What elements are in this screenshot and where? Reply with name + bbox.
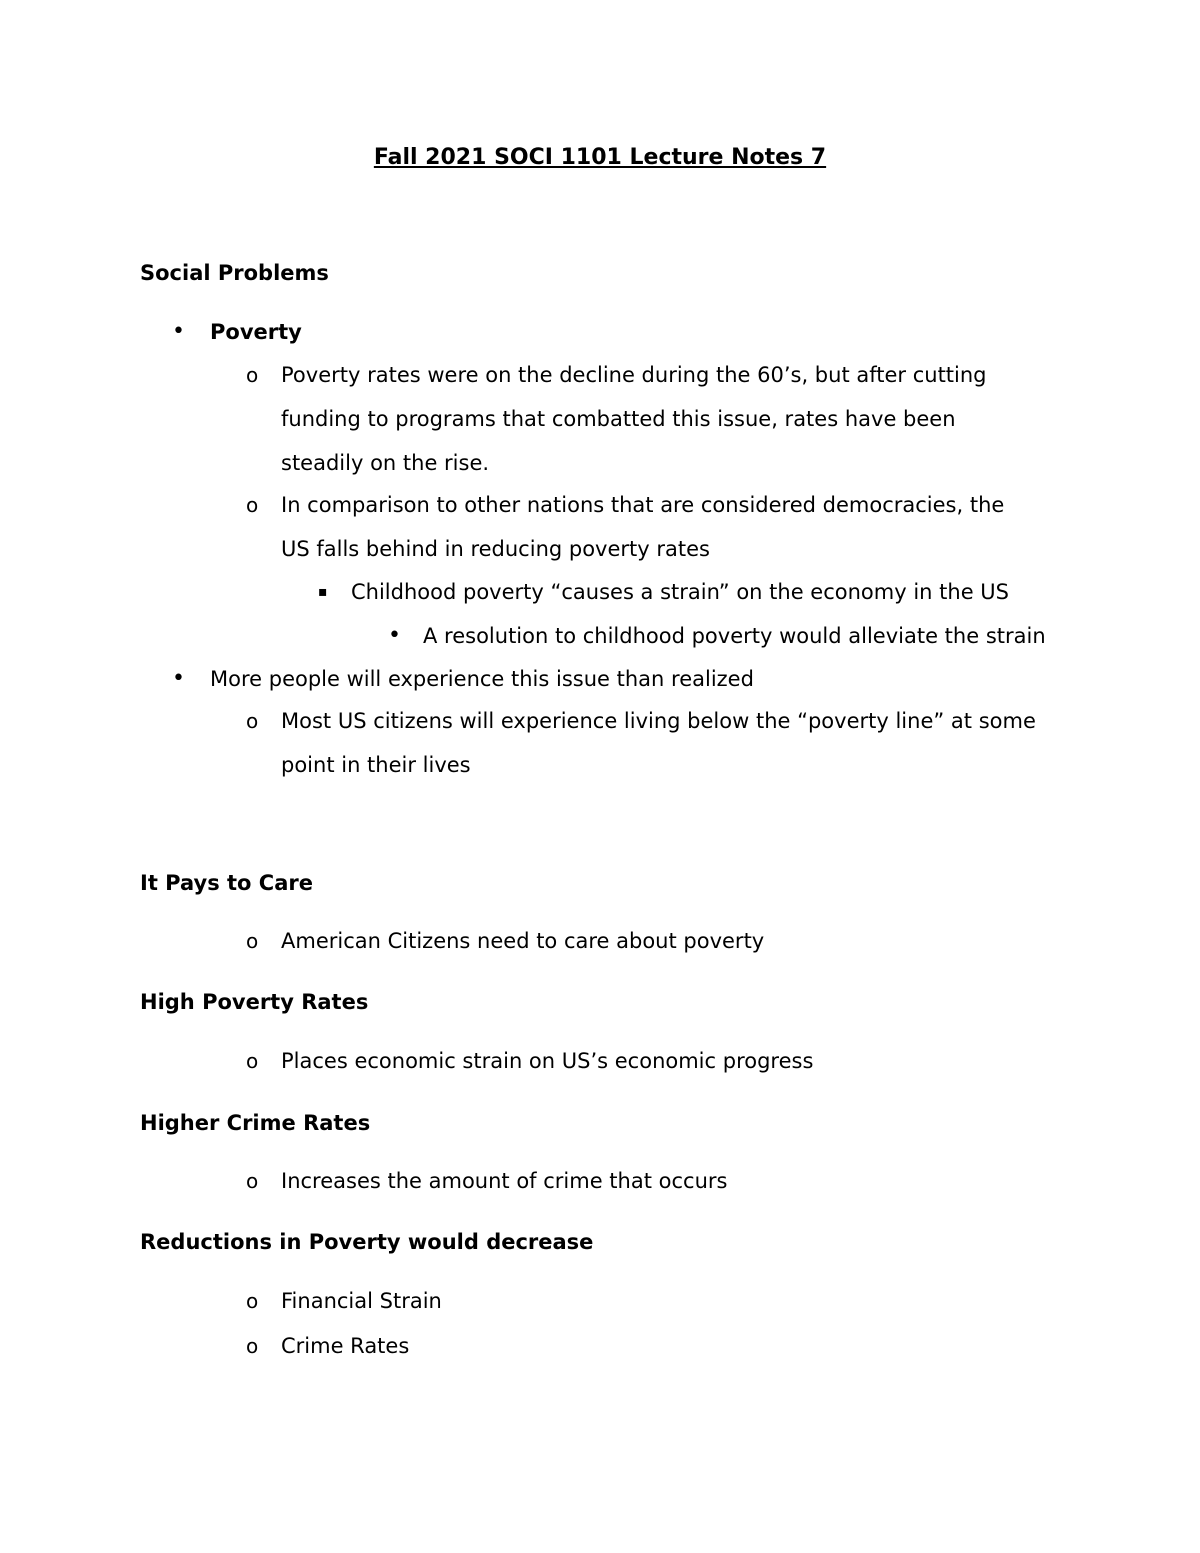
circle-bullet-icon: o	[246, 1049, 259, 1073]
page-title: Fall 2021 SOCI 1101 Lecture Notes 7	[373, 145, 827, 170]
list-item	[246, 1279, 1046, 1323]
list-item-text: More people will experience this issue than realized	[210, 667, 754, 691]
list-item-text: Poverty rates were on the decline during the 60’s, but after cutting funding to programs that combatted this issue, rates have been steadily on the rise.	[281, 363, 987, 475]
list-item	[246, 1159, 1046, 1203]
section-heading-reductions: Reductions in Poverty would decrease	[140, 1230, 594, 1254]
disc-bullet-icon: •	[172, 666, 185, 691]
list-item	[388, 614, 1068, 658]
circle-bullet-icon: o	[246, 493, 259, 517]
disc-bullet-icon: •	[172, 319, 185, 344]
section-heading-high-poverty: High Poverty Rates	[140, 990, 369, 1014]
list-item-text: Financial Strain	[281, 1289, 442, 1313]
circle-bullet-icon: o	[246, 709, 259, 733]
list-item	[246, 1324, 1046, 1368]
list-item-text: Crime Rates	[281, 1334, 410, 1358]
section-heading-social-problems: Social Problems	[140, 261, 329, 285]
list-item-text: In comparison to other nations that are considered democracies, the US falls behind in reducing poverty rates	[281, 493, 1005, 561]
list-item-text: Increases the amount of crime that occurs	[281, 1169, 728, 1193]
square-bullet-icon: ▪	[318, 584, 328, 600]
list-item	[246, 699, 1046, 787]
list-item-text: A resolution to childhood poverty would alleviate the strain	[423, 624, 1046, 648]
list-item-text: American Citizens need to care about poverty	[281, 929, 765, 953]
circle-bullet-icon: o	[246, 929, 259, 953]
section-heading-pays-to-care: It Pays to Care	[140, 871, 313, 895]
list-item	[246, 353, 1046, 485]
disc-bullet-icon: •	[388, 623, 401, 648]
list-item	[246, 1039, 1046, 1083]
list-item	[172, 310, 1072, 354]
list-item	[318, 570, 1068, 614]
list-item-text: Childhood poverty “causes a strain” on the economy in the US	[351, 580, 1009, 604]
circle-bullet-icon: o	[246, 1289, 259, 1313]
circle-bullet-icon: o	[246, 1334, 259, 1358]
list-item-text: Most US citizens will experience living below the “poverty line” at some point in their lives	[281, 709, 1036, 777]
list-item	[172, 657, 1072, 701]
circle-bullet-icon: o	[246, 1169, 259, 1193]
list-item-text: Places economic strain on US’s economic progress	[281, 1049, 814, 1073]
section-heading-higher-crime: Higher Crime Rates	[140, 1111, 371, 1135]
circle-bullet-icon: o	[246, 363, 259, 387]
list-item	[246, 919, 1046, 963]
list-item-text: Poverty	[210, 320, 302, 344]
list-item	[246, 483, 1046, 571]
